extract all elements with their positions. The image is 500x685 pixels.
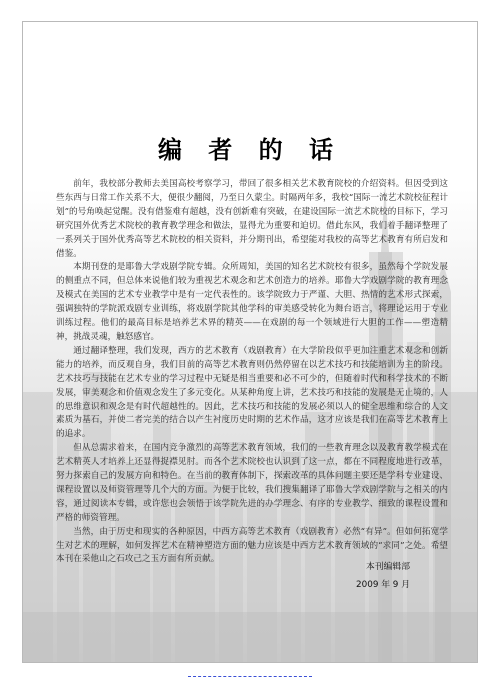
editor-name: 本刊编辑部 (366, 562, 410, 572)
paragraph: 前年，我校部分教师去美国高校考察学习，带回了很多相关艺术教育院校的介绍资料。但因受到这些东西与日常工作关系不大，便很少翻阅，乃至日久蒙尘。时隔两年多，我校“国际一流艺术院校征程计划”的号角唤起觉醒。没有借鉴难有超越，没有创新难有突破，在建设国际一流艺术院校的目标下，学习研究国外优秀艺术院校的教育教学理念和做法，显得尤为重要和迫切。借此东风，我们着手翻译整理了一系列关于国外优秀高等艺术院校的相关资料，并分期刊出，希望能对我校的高等艺术教育有所启发和借鉴。 (56, 179, 448, 259)
footer-divider (188, 676, 312, 677)
paragraph: 但从总需求着来，在国内竞争激烈的高等艺术教育领域，我们的一些教育理念以及教育教学模式在艺术精英人才培养上还显得捉襟见肘。而各个艺术院校也认识到了这一点，都在不同程度地进行改革，努力探索自己的发展方向和特色。在当前的教育体制下，探索改革的具体问题主要还是学科专业建设、课程设置以及师资管理等几个大的方面。为便于比较，我们搜集翻译了耶鲁大学戏剧学院与之相关的内容，通过阅读本专辑，或许您也会领悟于该学院先进的办学理念、有序的专业教学、细致的课程设置和严格的师资管理。 (56, 443, 448, 523)
signature-block (356, 558, 410, 594)
article-body (56, 178, 448, 567)
page-title: 编 者 的 话 (157, 136, 343, 164)
signature-date: 2009 年 9 月 (356, 580, 410, 590)
paragraph: 当然，由于历史和现实的各种原因，中西方高等艺术教育（戏剧教育）必然“有异”。但如何拓宽学生对艺术的理解，如何发挥艺术在精神塑造方面的魅力应该是中西方艺术教育领域的“求同”之处。希望本刊在采他山之石攻己之玉方面有所贡献。 (56, 526, 448, 565)
paragraph: 本期刊登的是耶鲁大学戏剧学院专辑。众所周知，美国的知名艺术院校有很多，虽然每个学院发展的侧重点不同，但总体来说他们较为重视艺术观念和艺术创造力的培养。耶鲁大学戏剧学院的教育理念及模式在美国的艺术专业教学中是有一定代表性的。该学院致力于严谨、大胆、热情的艺术形式探索，强调独特的学院派戏剧专业训练，将戏剧学院其他学科的审美感受转化为舞台语言，将理论运用于专业训练过程。他们的最高目标是培养艺术界的精英——在戏剧的每一个领域进行大胆的工作——塑造精神，挑战灵魂，触怒感官。 (56, 262, 448, 342)
paragraph: 通过翻译整理，我们发现，西方的艺术教育（戏剧教育）在大学阶段似乎更加注重艺术观念和创新能力的培养，而反观自身，我们目前的高等艺术教育则仍然停留在以艺术技巧和技能培训为主的阶段。艺术技巧与技能在艺术专业的学习过程中无疑是相当重要和必不可少的，但随着时代和科学技术的不断发展，审美观念和价值观念发生了多元变化。从某种角度上讲，艺术技巧和技能的发展是无止境的，人的思维意识和观念是有时代超越性的。因此，艺术技巧和技能的发展必须以人的健全思维和综合的人文素质为基石，并使二者完美的结合以产生衬度历史时期的艺术作品，这才应该是我们在高等艺术教育上的追求。 (56, 345, 448, 440)
